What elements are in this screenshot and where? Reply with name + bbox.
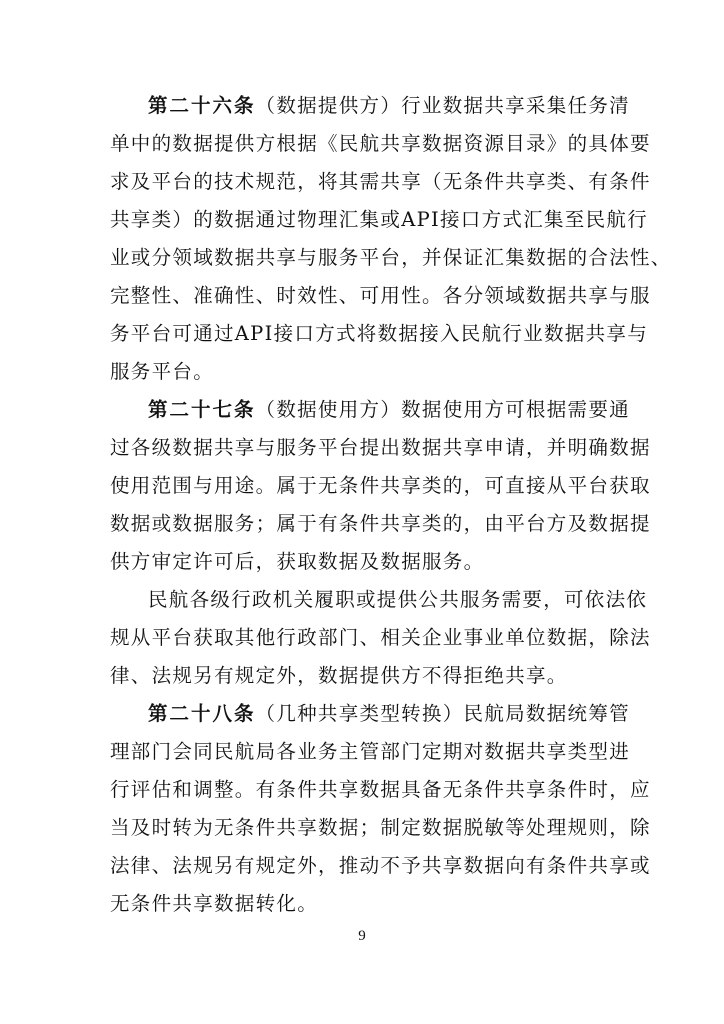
article-26-text-line: 服务平台。 (110, 360, 215, 383)
article-28-heading: 第二十八条 (148, 702, 256, 725)
article-27-text-line: 过各级数据共享与服务平台提出数据共享申请，并明确数据 (110, 436, 651, 459)
article-28-text-line: （几种共享类型转换）民航局数据统筹管 (255, 702, 630, 725)
paragraph-text-line: 律、法规另有规定外，数据提供方不得拒绝共享。 (110, 664, 568, 687)
article-27-first-line (148, 398, 668, 422)
article-26-text-line: 共享类）的数据通过物理汇集或API接口方式汇集至民航行 (110, 208, 649, 231)
article-28-text-line: 理部门会同民航局各业务主管部门定期对数据共享类型进 (110, 740, 631, 763)
article-26-first-line (148, 94, 668, 118)
article-26-text-line: （数据提供方）行业数据共享采集任务清 (255, 94, 630, 117)
article-27-heading: 第二十七条 (148, 398, 256, 421)
article-27-text-line: 供方审定许可后，获取数据及数据服务。 (110, 550, 485, 573)
article-26-text-line: 务平台可通过API接口方式将数据接入民航行业数据共享与 (110, 322, 649, 345)
page-number: 9 (358, 928, 366, 944)
article-26-text-line: 完整性、准确性、时效性、可用性。各分领域数据共享与服 (110, 284, 651, 307)
article-26-text-line: 求及平台的技术规范，将其需共享（无条件共享类、有条件 (110, 170, 651, 193)
article-27-text-line: 使用范围与用途。属于无条件共享类的，可直接从平台获取 (110, 474, 651, 497)
article-27-text-line: 数据或数据服务；属于有条件共享类的，由平台方及数据提 (110, 512, 651, 535)
article-28-text-line: 法律、法规另有规定外，推动不予共享数据向有条件共享或 (110, 854, 651, 877)
article-28-first-line (148, 702, 668, 726)
paragraph-text-line: 民航各级行政机关履职或提供公共服务需要，可依法依 (148, 588, 648, 611)
article-28-text-line: 当及时转为无条件共享数据；制定数据脱敏等处理规则，除 (110, 816, 651, 839)
article-28-text-line: 行评估和调整。有条件共享数据具备无条件共享条件时，应 (110, 778, 651, 801)
article-26-text-line: 业或分领域数据共享与服务平台，并保证汇集数据的合法性、 (110, 246, 672, 269)
paragraph-text-line: 规从平台获取其他行政部门、相关企业事业单位数据，除法 (110, 626, 651, 649)
article-26-text-line: 单中的数据提供方根据《民航共享数据资源目录》的具体要 (110, 132, 651, 155)
article-27-text-line: （数据使用方）数据使用方可根据需要通 (255, 398, 630, 421)
article-26-heading: 第二十六条 (148, 94, 256, 117)
article-28-text-line: 无条件共享数据转化。 (110, 892, 319, 915)
